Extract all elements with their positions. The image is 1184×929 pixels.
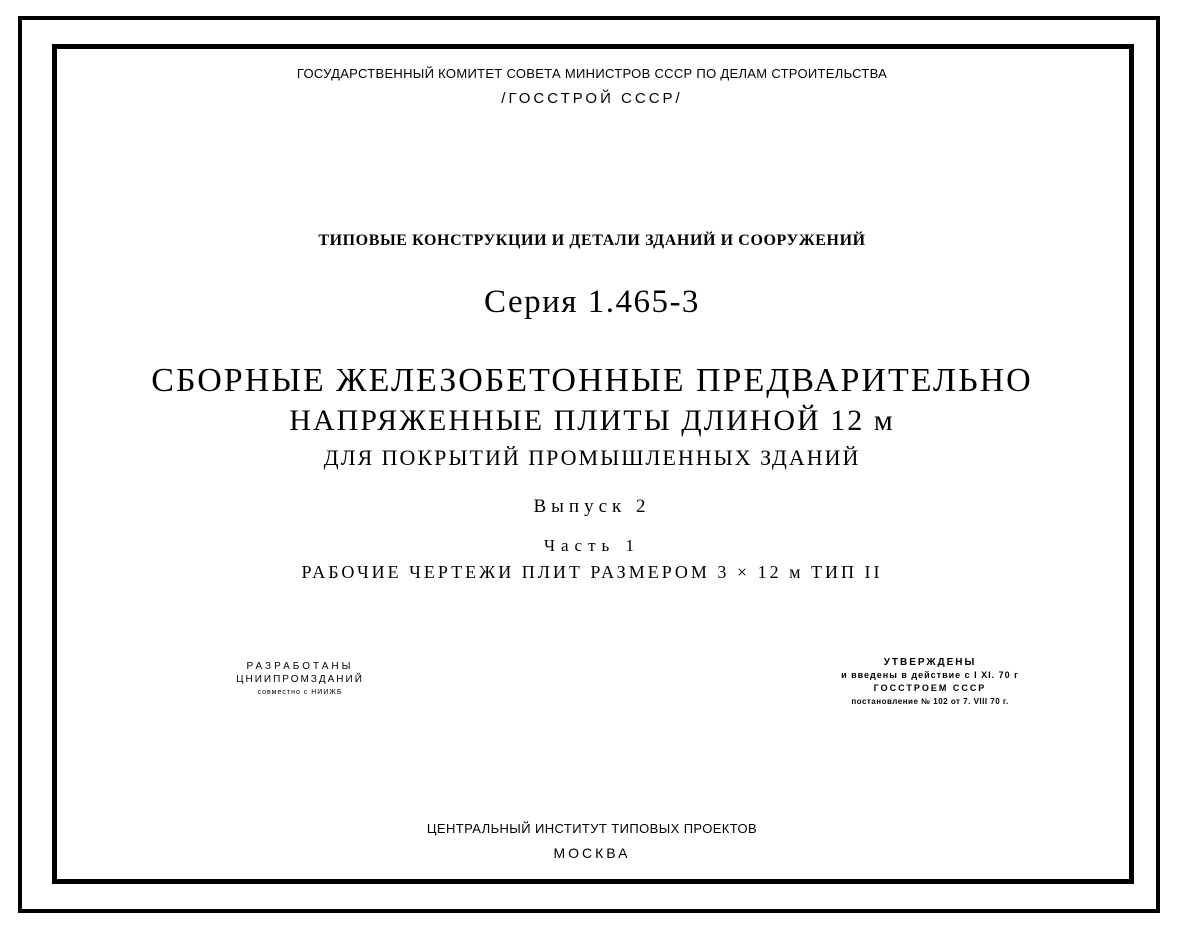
organization-name: ГОСУДАРСТВЕННЫЙ КОМИТЕТ СОВЕТА МИНИСТРОВ СССР ПО ДЕЛАМ СТРОИТЕЛЬСТВА (296, 66, 888, 81)
issue-number: Выпуск 2 (533, 496, 651, 517)
drawings-description: РАБОЧИЕ ЧЕРТЕЖИ ПЛИТ РАЗМЕРОМ 3 × 12 м ТИП II (301, 562, 883, 582)
series-number: Серия 1.465-3 (484, 284, 700, 320)
co-developer: совместно с НИИЖБ (257, 689, 343, 696)
title-line-1: СБОРНЫЕ ЖЕЛЕЗОБЕТОННЫЕ ПРЕДВАРИТЕЛЬНО (151, 362, 1033, 399)
document-heading: ТИПОВЫЕ КОНСТРУКЦИИ И ДЕТАЛИ ЗДАНИЙ И СООРУЖЕНИЙ (318, 232, 866, 249)
part-number: Часть 1 (543, 536, 641, 555)
approving-body: ГОССТРОЕМ СССР (873, 683, 987, 693)
publisher-name: ЦЕНТРАЛЬНЫЙ ИНСТИТУТ ТИПОВЫХ ПРОЕКТОВ (426, 821, 758, 836)
developed-label: РАЗРАБОТАНЫ (246, 661, 354, 672)
approved-label: УТВЕРЖДЕНЫ (883, 657, 977, 668)
title-line-3: ДЛЯ ПОКРЫТИЙ ПРОМЫШЛЕННЫХ ЗДАНИЙ (323, 445, 861, 470)
developed-by-block (200, 660, 400, 699)
publisher-city: МОСКВА (553, 845, 631, 861)
developer-name: ЦНИИПРОМЗДАНИЙ (236, 674, 364, 685)
effective-date: и введены в действие с I XI. 70 г (841, 670, 1019, 680)
resolution-reference: постановление № 102 от 7. VIII 70 г. (851, 697, 1009, 706)
title-line-2: НАПРЯЖЕННЫЕ ПЛИТЫ ДЛИНОЙ 12 м (289, 404, 895, 437)
organization-short-name: /ГОССТРОЙ СССР/ (501, 90, 683, 107)
approved-block (770, 656, 1090, 708)
